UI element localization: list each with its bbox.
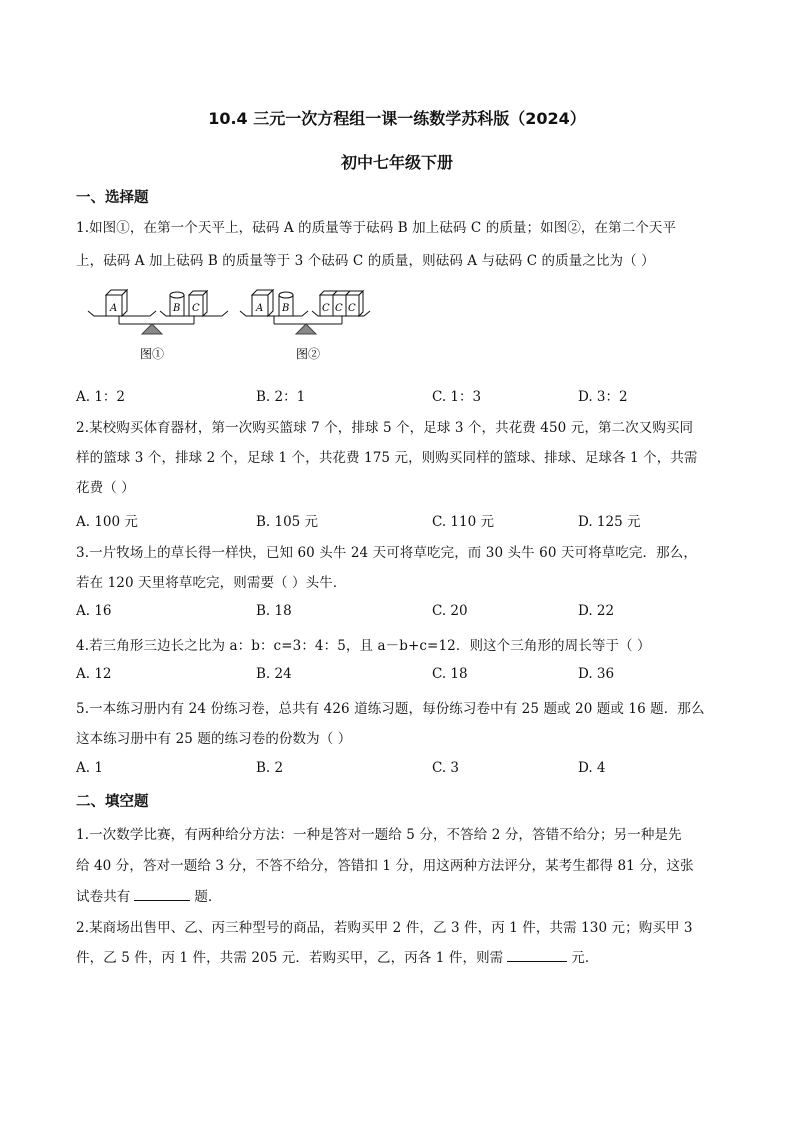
q3-option-d: D. 22 <box>578 603 615 619</box>
question-5-line-1: 5.一本练习册内有 24 份练习卷，总共有 426 道练习题，每份练习卷中有 25 题或 20 题或 16 题．那么 <box>76 701 705 717</box>
q3-option-b: B. 18 <box>256 603 292 619</box>
q5-option-c: C. 3 <box>432 760 460 776</box>
fill-1-text-before: 试卷共有 <box>76 889 131 905</box>
fill-2-text-before: 件，乙 5 件，丙 1 件，共需 205 元．若购买甲，乙，丙各 1 件，则需 <box>76 950 504 966</box>
section-heading-fill: 二、填空题 <box>76 794 149 810</box>
question-4-line-1: 4.若三角形三边长之比为 a：b：c=3：4：5，且 a－b+c=12．则这个三角形的周长等于（ ） <box>76 638 651 654</box>
fill-2-line-1: 2.某商场出售甲、乙、丙三种型号的商品，若购买甲 2 件，乙 3 件，丙 1 件，共需 130 元；购买甲 3 <box>76 920 693 936</box>
figure-caption-2: 图② <box>296 347 321 361</box>
q5-option-d: D. 4 <box>578 760 606 776</box>
question-2-line-2: 样的篮球 3 个，排球 2 个，足球 1 个，共花费 175 元，则购买同样的篮球、排球、足球各 1 个，共需 <box>76 450 698 466</box>
q4-option-c: C. 18 <box>432 666 468 682</box>
question-1-line-2: 上，砝码 A 加上砝码 B 的质量等于 3 个砝码 C 的质量，则砝码 A 与砝码 C 的质量之比为（ ） <box>76 253 655 269</box>
q2-option-b: B. 105 元 <box>256 514 319 530</box>
question-2-line-1: 2.某校购买体育器材，第一次购买篮球 7 个，排球 5 个，足球 3 个，共花费 450 元，第二次又购买同 <box>76 420 694 436</box>
weight-label-c-2a: C <box>322 303 330 314</box>
q1-option-c: C. 1：3 <box>432 389 482 405</box>
q5-option-b: B. 2 <box>256 760 284 776</box>
fill-2-line-2 <box>76 946 598 966</box>
fill-1-text-after: 题． <box>194 889 222 905</box>
q2-option-a: A. 100 元 <box>76 514 138 530</box>
fill-1-line-3 <box>76 885 222 905</box>
weight-label-a-2: A <box>256 303 264 314</box>
question-3-line-1: 3.一片牧场上的草长得一样快，已知 60 头牛 24 天可将草吃完，而 30 头牛 60 天可将草吃完．那么， <box>76 545 697 561</box>
q4-option-a: A. 12 <box>76 666 112 682</box>
q1-option-d: D. 3：2 <box>578 389 628 405</box>
question-3-line-2: 若在 120 天里将草吃完，则需要（ ）头牛． <box>76 575 347 591</box>
weight-label-b-1: B <box>173 303 181 314</box>
section-heading-choice: 一、选择题 <box>76 190 149 206</box>
fulcrum-1 <box>142 324 162 334</box>
q4-option-b: B. 24 <box>256 666 292 682</box>
q2-option-d: D. 125 元 <box>578 514 641 530</box>
question-1-line-1: 1.如图①，在第一个天平上，砝码 A 的质量等于砝码 B 加上砝码 C 的质量；如图②，在第二个天平 <box>76 220 677 236</box>
q1-option-b: B. 2：1 <box>256 389 306 405</box>
weight-label-c-2c: C <box>348 303 356 314</box>
figure-caption-1: 图① <box>140 347 165 361</box>
q4-option-d: D. 36 <box>578 666 615 682</box>
fill-1-line-2: 给 40 分，答对一题给 3 分，不答不给分，答错扣 1 分，用这两种方法评分，某考生都得 81 分，这张 <box>76 858 694 874</box>
weight-label-b-2: B <box>282 303 290 314</box>
balance-figure <box>84 282 374 366</box>
document-title: 10.4 三元一次方程组一课一练数学苏科版（2024） <box>208 109 586 128</box>
fill-2-text-after: 元． <box>571 950 599 966</box>
weight-label-c-2b: C <box>335 303 343 314</box>
q2-option-c: C. 110 元 <box>432 514 494 530</box>
q5-option-a: A. 1 <box>76 760 103 776</box>
fill-2-answer-blank[interactable] <box>507 949 567 962</box>
fill-1-answer-blank[interactable] <box>134 888 190 901</box>
weight-label-c-1: C <box>192 303 200 314</box>
fill-1-line-1: 1.一次数学比赛，有两种给分方法：一种是答对一题给 5 分，不答给 2 分，答错不给分；另一种是先 <box>76 827 682 843</box>
q3-option-a: A. 16 <box>76 603 112 619</box>
weight-label-a-1: A <box>110 303 118 314</box>
question-2-line-3: 花费（ ） <box>76 480 135 496</box>
question-5-line-2: 这本练习册中有 25 题的练习卷的份数为（ ） <box>76 731 352 747</box>
q1-option-a: A. 1：2 <box>76 389 126 405</box>
document-subtitle: 初中七年级下册 <box>340 153 453 172</box>
fulcrum-2 <box>296 324 316 334</box>
q3-option-c: C. 20 <box>432 603 468 619</box>
